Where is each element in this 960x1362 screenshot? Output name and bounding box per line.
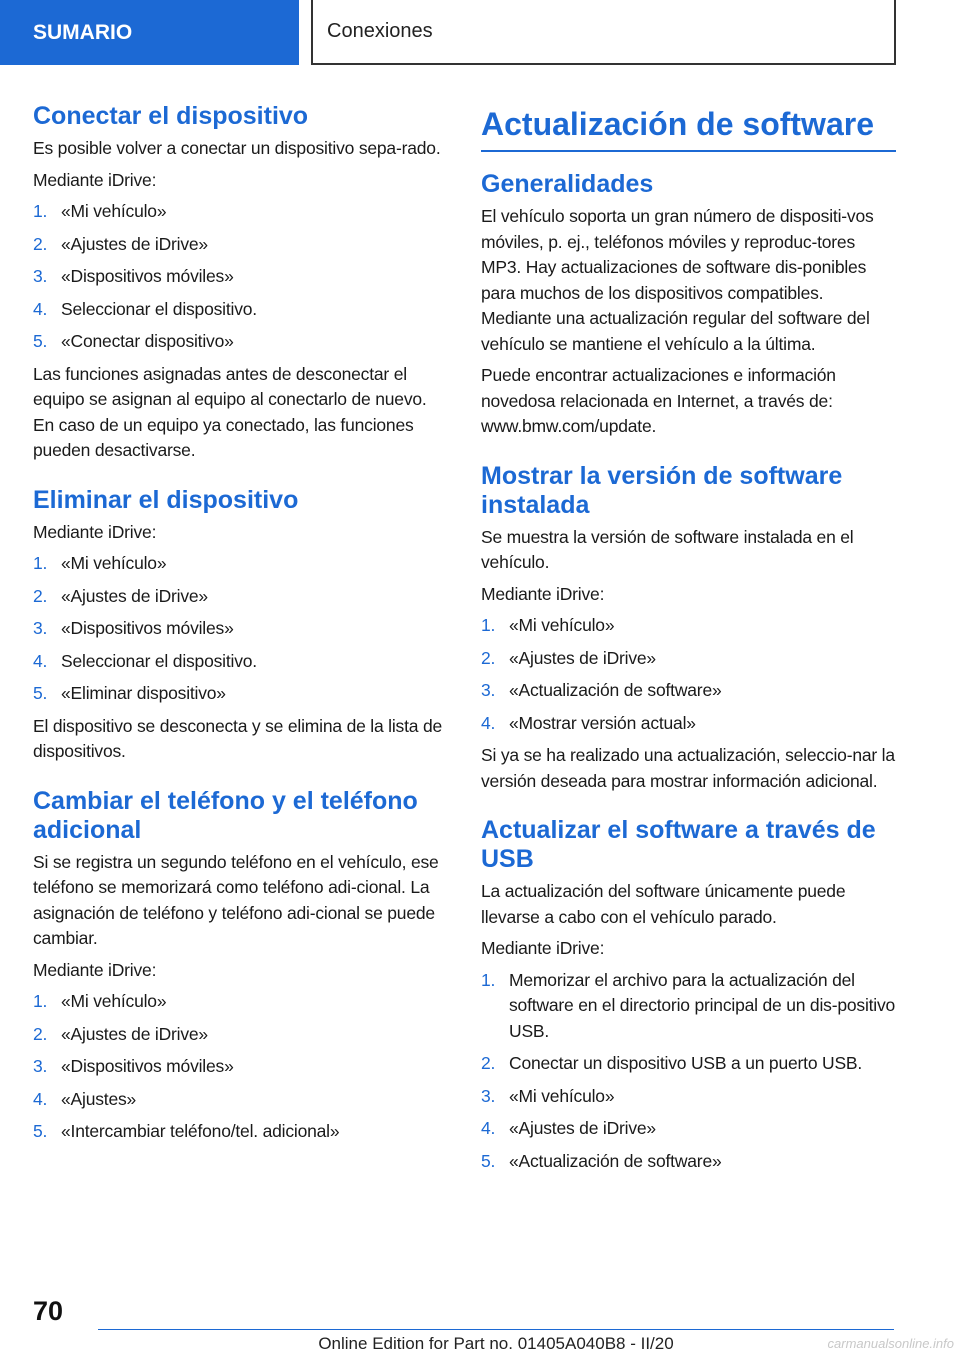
paragraph: El dispositivo se desconecta y se elimina de la lista de dispositivos. (33, 715, 443, 761)
paragraph: Es posible volver a conectar un dispositivo sepa-rado. (33, 138, 441, 158)
list-item: 5. «Conectar dispositivo» (33, 331, 234, 351)
steps-list (33, 551, 448, 707)
left-column (33, 102, 448, 1152)
list-item: 3. «Dispositivos móviles» (33, 266, 234, 286)
heading-actualizar-usb: Actualizar el software a través de USB (481, 816, 876, 873)
paragraph: Las funciones asignadas antes de desconectar el equipo se asignan al equipo al conectarlo de nuevo. En caso de un equipo ya conectado, las funciones pueden desactivarse. (33, 363, 427, 460)
footer-divider (98, 1329, 894, 1330)
steps-list (33, 199, 448, 355)
paragraph: Mediante iDrive: (33, 169, 157, 190)
list-item: 5. «Eliminar dispositivo» (33, 683, 226, 703)
footer-edition-text: Online Edition for Part no. 01405A040B8 - II/20 (318, 1334, 674, 1353)
list-item: 3. «Actualización de software» (481, 680, 722, 700)
list-item: 2. «Ajustes de iDrive» (33, 233, 208, 254)
page-number: 70 (33, 1296, 64, 1326)
heading-generalidades: Generalidades (481, 170, 654, 198)
section-title: Conexiones (311, 0, 896, 65)
sumario-tab[interactable]: SUMARIO (0, 0, 299, 65)
paragraph: Puede encontrar actualizaciones e información novedosa relacionada en Internet, a través de: www.bmw.com/update. (481, 365, 836, 436)
list-item: 1. «Mi vehículo» (33, 991, 167, 1011)
right-column (481, 102, 896, 1181)
steps-list (33, 989, 448, 1145)
paragraph: Si se registra un segundo teléfono en el vehículo, ese teléfono se memorizará como teléfono adi-cional. La asignación de teléfono y teléfono adi-cional se puede cambiar. (33, 851, 439, 948)
paragraph: Mediante iDrive: (481, 938, 605, 958)
list-item: 1. «Mi vehículo» (33, 201, 167, 221)
list-item: 2. «Ajustes de iDrive» (33, 1023, 208, 1044)
list-item: 3. «Dispositivos móviles» (33, 1056, 234, 1076)
paragraph: Se muestra la versión de software instalada en el vehículo. (481, 526, 854, 572)
list-item: 1. «Mi vehículo» (33, 553, 167, 573)
paragraph: Mediante iDrive: (481, 583, 605, 604)
list-item: 2. «Ajustes de iDrive» (481, 647, 656, 668)
list-item: 5. «Actualización de software» (481, 1150, 722, 1171)
heading-mostrar-version: Mostrar la versión de software instalada (481, 461, 843, 519)
paragraph: Si ya se ha realizado una actualización, seleccio-nar la versión deseada para mostrar información adicional. (481, 745, 895, 791)
list-item: 5. «Intercambiar teléfono/tel. adicional» (33, 1121, 340, 1141)
list-item: 1. «Mi vehículo» (481, 615, 615, 635)
paragraph: La actualización del software únicamente puede llevarse a cabo con el vehículo parado. (481, 881, 846, 927)
list-item: 4. «Ajustes» (33, 1088, 137, 1109)
paragraph: El vehículo soporta un gran número de dispositi-vos móviles, p. ej., teléfonos móviles y reproduc-tores MP3. Hay actualizaciones de software dis-ponibles para muchos de los dispositivos compatibles. Mediante una actualización regular del software del vehículo se mantiene el vehículo a la última. (481, 206, 874, 354)
list-item: 4. Seleccionar el dispositivo. (33, 650, 257, 671)
watermark: carmanualsonline.info (827, 1336, 954, 1351)
steps-list (481, 968, 896, 1175)
heading-conectar-dispositivo: Conectar el dispositivo (33, 102, 309, 130)
list-item: 3. «Dispositivos móviles» (33, 618, 234, 638)
list-item: 1. Memorizar el archivo para la actualización del software en el directorio principal de un dis-positivo USB. (481, 969, 896, 1041)
heading-eliminar-dispositivo: Eliminar el dispositivo (33, 485, 299, 514)
list-item: 3. «Mi vehículo» (481, 1085, 615, 1106)
heading-cambiar-telefono: Cambiar el teléfono y el teléfono adicional (33, 786, 418, 844)
main-heading: Actualización de software (481, 102, 896, 152)
list-item: 4. Seleccionar el dispositivo. (33, 298, 257, 319)
list-item: 2. Conectar un dispositivo USB a un puerto USB. (481, 1053, 863, 1073)
steps-list (481, 613, 896, 736)
paragraph: Mediante iDrive: (33, 521, 157, 542)
list-item: 4. «Ajustes de iDrive» (481, 1118, 656, 1138)
list-item: 2. «Ajustes de iDrive» (33, 585, 208, 606)
paragraph: Mediante iDrive: (33, 959, 157, 980)
list-item: 4. «Mostrar versión actual» (481, 712, 696, 733)
